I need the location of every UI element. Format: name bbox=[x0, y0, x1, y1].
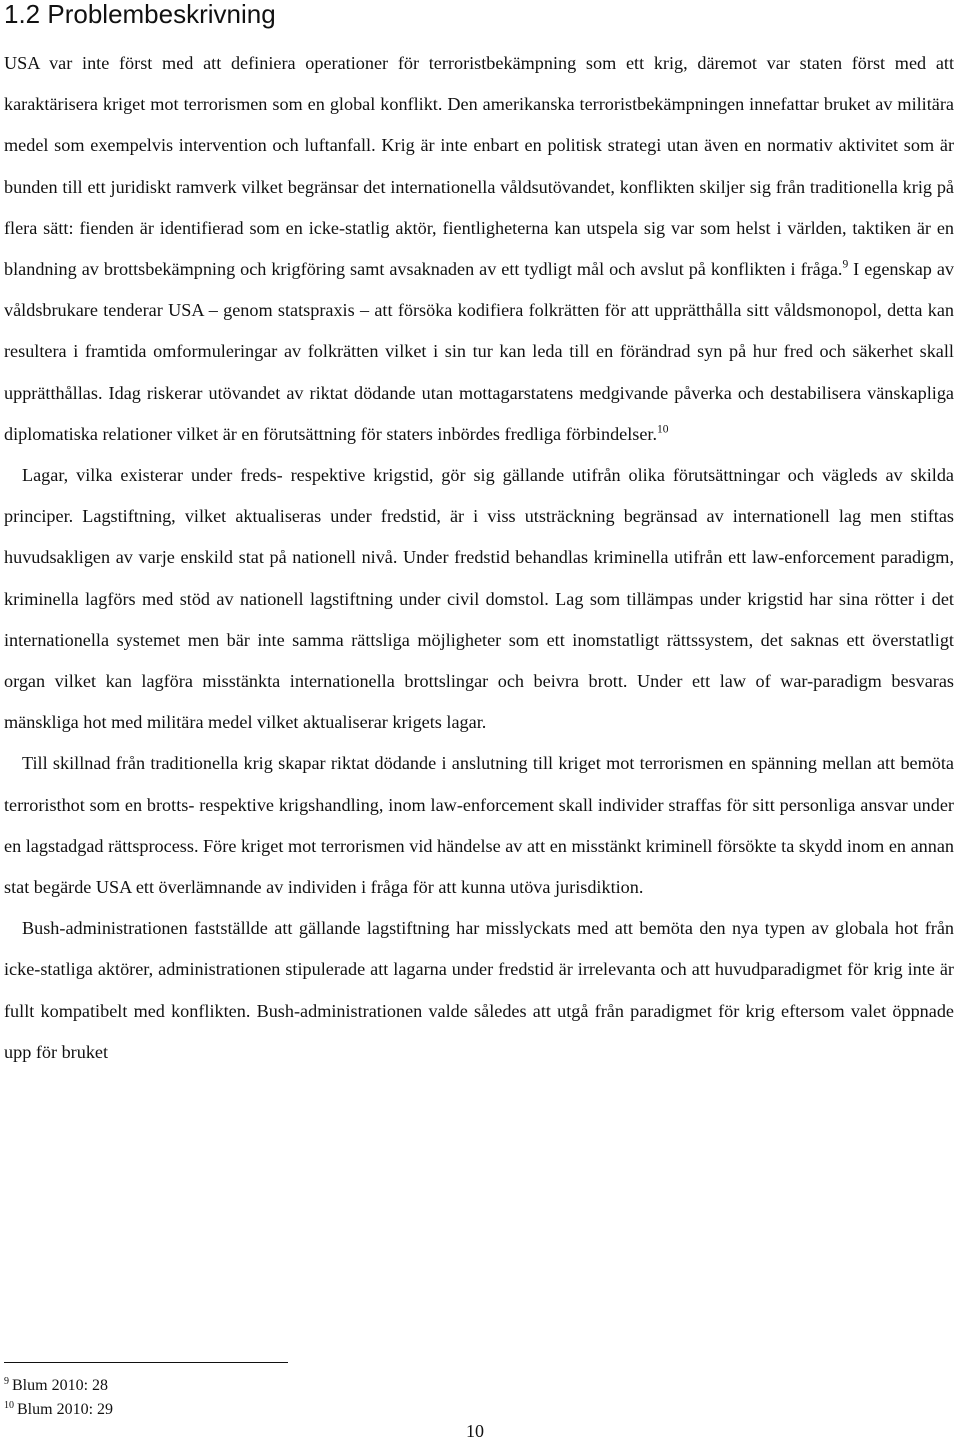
paragraph-1-text-b: I egenskap av våldsbrukare tenderar USA – genom statspraxis – att försöka kodifiera folkrätten för att upprätthålla sitt våldsmonopol, detta kan resultera i framtida omformuleringar av folkrätten vilket i sin tur kan leda till en förändrad syn på hur fred och säkerhet skall upprätthållas. Idag riskerar utövandet av riktat dödande utan mottagarstatens medgivande påverka och destabilisera vänskapliga diplomatiska relationer vilket är en förutsättning för staters inbördes fredliga förbindelser. bbox=[4, 259, 954, 444]
page-number: 10 bbox=[466, 1421, 484, 1441]
footnote-ref-10[interactable]: 10 bbox=[657, 423, 669, 436]
footnote-number: 10 bbox=[4, 1400, 14, 1411]
footnote-9 bbox=[4, 1374, 113, 1398]
paragraph-1-text-a: USA var inte först med att definiera operationer för terroristbekämpning som ett krig, däremot var staten först med att karaktärisera kriget mot terrorismen som en global konflikt. Den amerikanska terroristbekämpningen innefattar bruket av militära medel som exempelvis intervention och luftanfall. Krig är inte enbart en politisk strategi utan även en normativ aktivitet som är bunden till ett juridiskt ramverk vilket begränsar det internationella våldsutövandet, konflikten skiljer sig från traditionella krig på flera sätt: fienden är identifierad som en icke-statlig aktör, fientligheterna kan utspela sig var som helst i världen, taktiken är en blandning av brottsbekämpning och krigföring samt avsaknaden av ett tydligt mål och avslut på konflikten i fråga. bbox=[4, 53, 954, 280]
section-heading: 1.2 Problembeskrivning bbox=[4, 0, 276, 29]
paragraph-3: Till skillnad från traditionella krig skapar riktat dödande i anslutning till kriget mot terrorismen en spänning mellan att bemöta terroristhot som en brotts- respektive krigshandling, inom law-enforcement skall individer straffas för sitt personliga ansvar under en lagstadgad rättsprocess. Före kriget mot terrorismen vid händelse av att en misstänkt kriminell försökte ta skydd inom en annan stat begärde USA ett överlämnande av individen i fråga för att kunna utöva jurisdiktion. bbox=[4, 753, 954, 898]
paragraph-2: Lagar, vilka existerar under freds- respektive krigstid, gör sig gällande utifrån olika förutsättningar och vägleds av skilda principer. Lagstiftning, vilket aktualiseras under fredstid, är i viss utsträckning begränsad av internationell lag men stiftas huvudsakligen av varje enskild stat på nationell nivå. Under fredstid behandlas kriminella utifrån ett law-enforcement paradigm, kriminella lagförs med stöd av nationell lagstiftning under civil domstol. Lag som tillämpas under krigstid har sina rötter i det internationella systemet men bär inte samma rättsliga möjligheter som ett inomstatligt rättssystem, det saknas ett överstatligt organ vilket kan lagföra misstänkta internationella brottslingar och beivra brott. Under ett law of war-paradigm besvaras mänskliga hot med militära medel vilket aktualiserar krigets lagar. bbox=[4, 465, 954, 733]
footnote-ref-9[interactable]: 9 bbox=[842, 258, 849, 271]
body-text bbox=[4, 43, 954, 1073]
footnote-text: Blum 2010: 29 bbox=[17, 1401, 114, 1418]
paragraph-1 bbox=[4, 43, 954, 455]
paragraph-4: Bush-administrationen fastställde att gällande lagstiftning har misslyckats med att bemöta den nya typen av globala hot från icke-statliga aktörer, administrationen stipulerade att lagarna under fredstid är irrelevanta och att huvudparadigmet för krig inte är fullt kompatibelt med konflikten. Bush-administrationen valde således att utgå från paradigmet för krig eftersom valet öppnade upp för bruket bbox=[4, 918, 954, 1062]
footnotes bbox=[4, 1374, 113, 1422]
footnote-divider bbox=[4, 1362, 288, 1363]
footnote-number: 9 bbox=[4, 1376, 9, 1387]
footnote-10 bbox=[4, 1398, 113, 1422]
footnote-text: Blum 2010: 28 bbox=[12, 1377, 109, 1394]
